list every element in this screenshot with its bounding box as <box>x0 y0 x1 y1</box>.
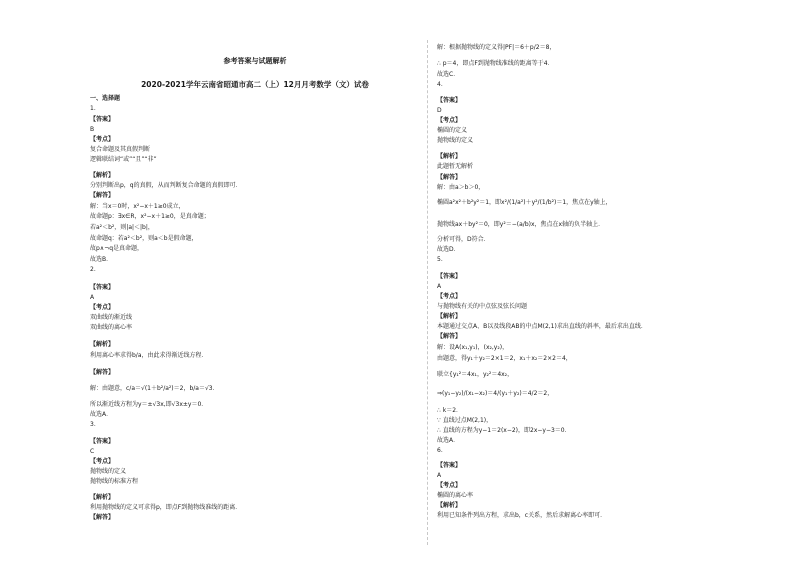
solution-line: ∴ k＝2． <box>437 407 463 414</box>
solution-line: 解：由a＞b＞0， <box>437 184 485 191</box>
solution-line: 故选A． <box>90 411 113 418</box>
question-number: 6. <box>437 447 443 454</box>
knowledge-label: 【考点】 <box>437 293 462 300</box>
answer-value: D <box>437 107 442 114</box>
analysis-label: 【解析】 <box>437 153 462 160</box>
question-number: 3. <box>90 421 96 428</box>
answer-value: A <box>90 294 95 301</box>
knowledge-point: 逻辑联结词“或”“且”“非” <box>90 156 157 163</box>
solution-line: 故选C． <box>437 71 460 78</box>
knowledge-label: 【考点】 <box>90 458 115 465</box>
solution-line: ⇒(y₁−y₂)/(x₁−x₂)＝4/(y₁＋y₂)＝4/2＝2， <box>437 390 554 397</box>
knowledge-point: 双曲线的渐近线 <box>90 314 133 321</box>
question-number: 4. <box>437 81 443 88</box>
solution-line: 若a²＜b²，则|a|＜|b|， <box>90 224 154 231</box>
solution-line: 由题意，得y₁＋y₂＝2×1＝2，x₁＋x₂＝2×2＝4， <box>437 355 572 362</box>
solution-line: 故选B． <box>90 256 113 263</box>
section-heading: 一、选择题 <box>90 95 121 102</box>
solution-line: 解：由题意，c/a＝√(1＋b²/a²)＝2，b/a＝√3． <box>90 385 219 392</box>
solution-line: 故命题p：∃x∈R，x²−x＋1≥0，是真命题； <box>90 213 210 220</box>
analysis-text: 本题通过交点A、B以及线段AB的中点M(2,1)求出直线的斜率，最后求出直线． <box>437 323 647 330</box>
solution-line: 解：根据抛物线的定义得|PF|＝6＋p/2＝8， <box>437 44 556 51</box>
answer-label: 【答案】 <box>437 273 462 280</box>
answer-value: A <box>437 283 442 290</box>
answer-label: 【答案】 <box>437 97 462 104</box>
solution-label: 【解答】 <box>90 369 115 376</box>
analysis-text: 利用离心率求得b/a，由此求得渐近线方程． <box>90 352 208 359</box>
solution-line: ∴ 直线的方程为y−1＝2(x−2)，即2x−y−3＝0． <box>437 427 571 434</box>
solution-line: 椭圆a²x²＋b²y²＝1，即x²/(1/a²)＋y²/(1/b²)＝1，焦点在y轴上， <box>437 199 612 206</box>
knowledge-point: 椭圆的离心率 <box>437 492 474 499</box>
analysis-text: 利用抛物线的定义可求得p，即点F到抛物线准线的距离． <box>90 504 242 511</box>
solution-label: 【解答】 <box>90 192 115 199</box>
solution-line: 联立{y₁²＝4x₁，y₂²＝4x₂， <box>437 371 514 378</box>
knowledge-point: 与抛物线有关的中点弦及弦长问题 <box>437 303 528 310</box>
knowledge-point: 复合命题及其真假判断 <box>90 146 151 153</box>
solution-line: 故p∧¬q是真命题， <box>90 245 144 252</box>
analysis-text: 利用已知条件列出方程，求出b，c关系，然后求解离心率即可． <box>437 512 607 519</box>
solution-label: 【解答】 <box>437 333 462 340</box>
solution-line: 所以渐近线方程为y＝±√3x,即√3x±y＝0． <box>90 401 208 408</box>
analysis-label: 【解析】 <box>437 313 462 320</box>
solution-line: 分析可得，D符合． <box>437 236 490 243</box>
analysis-label: 【解析】 <box>437 502 462 509</box>
document-title: 参考答案与试题解析 <box>223 57 287 65</box>
solution-line: ∵ 直线过点M(2,1)， <box>437 417 493 424</box>
knowledge-point: 抛物线的标准方程 <box>90 478 139 485</box>
answer-label: 【答案】 <box>437 462 462 469</box>
knowledge-label: 【考点】 <box>437 482 462 489</box>
solution-line: 故命题q：若a²＜b²，则a＜b是假命题， <box>90 235 198 242</box>
analysis-text: 此题暂无解析 <box>437 163 474 170</box>
question-number: 2. <box>90 266 96 273</box>
solution-label: 【解答】 <box>437 174 462 181</box>
solution-line: 解：当x＝0时，x²−x＋1≥0成立， <box>90 203 185 210</box>
analysis-text: 分别判断出p，q的真假，从而判断复合命题的真假即可． <box>90 182 242 189</box>
solution-line: 解：设A(x₁,y₁)，(x₂,y₂)， <box>437 344 509 351</box>
solution-line: 故选A． <box>437 437 460 444</box>
knowledge-point: 椭圆的定义 <box>437 127 468 134</box>
question-number: 1. <box>90 105 96 112</box>
solution-line: 故选D． <box>437 246 460 253</box>
answer-value: C <box>90 448 95 455</box>
knowledge-label: 【考点】 <box>437 117 462 124</box>
solution-line: ∴ p＝4，即点F到抛物线准线的距离等于4． <box>437 60 554 67</box>
answer-label: 【答案】 <box>90 438 115 445</box>
answer-label: 【答案】 <box>90 284 115 291</box>
analysis-label: 【解析】 <box>90 341 115 348</box>
solution-line: 抛物线ax＋by²＝0，即y²＝−(a/b)x，焦点在x轴的负半轴上． <box>437 221 605 228</box>
knowledge-point: 抛物线的定义 <box>437 137 474 144</box>
knowledge-label: 【考点】 <box>90 304 115 311</box>
knowledge-label: 【考点】 <box>90 136 115 143</box>
knowledge-point: 抛物线的定义 <box>90 468 127 475</box>
column-divider <box>427 40 428 545</box>
answer-value: B <box>90 126 95 133</box>
question-number: 5. <box>437 256 443 263</box>
answer-label: 【答案】 <box>90 116 115 123</box>
analysis-label: 【解析】 <box>90 172 115 179</box>
solution-label: 【解答】 <box>90 514 115 521</box>
answer-value: A <box>437 472 442 479</box>
analysis-label: 【解析】 <box>90 494 115 501</box>
knowledge-point: 双曲线的离心率 <box>90 324 133 331</box>
exam-title: 2020-2021学年云南省昭通市高二（上）12月月考数学（文）试卷 <box>141 80 369 89</box>
